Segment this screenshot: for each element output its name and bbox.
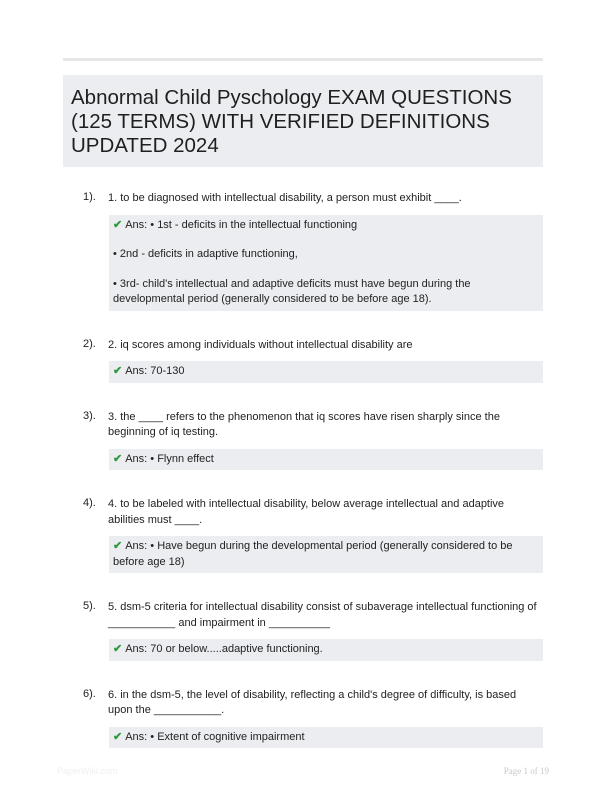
question-text: 5. dsm-5 criteria for intellectual disability consist of subaverage intellectual functioning of ___________ and impairment in __________ <box>108 601 537 629</box>
question-item <box>63 186 543 311</box>
answer-box <box>109 536 543 573</box>
question-text: 1. to be diagnosed with intellectual disability, a person must exhibit ____. <box>108 192 462 204</box>
answer-box <box>109 727 543 749</box>
check-icon: ✔ <box>113 730 123 743</box>
answer-box <box>109 215 543 311</box>
answer-box <box>109 639 543 661</box>
answer-line: • 2nd - deficits in adaptive functioning, <box>113 248 298 260</box>
answer-line: ✔ Ans: • Extent of cognitive impairment <box>113 730 305 743</box>
question-text: 3. the ____ refers to the phenomenon that iq scores have risen sharply since the beginning of iq testing. <box>108 410 500 438</box>
check-icon: ✔ <box>113 643 123 655</box>
question-list <box>63 186 543 770</box>
question-number: 3). <box>83 409 96 422</box>
question-text: 2. iq scores among individuals without intellectual disability are <box>108 338 413 351</box>
question-item <box>63 333 543 383</box>
document-title: Abnormal Child Pyschology EXAM QUESTIONS (125 TERMS) WITH VERIFIED DEFINITIONS UPDATED 2024 <box>71 86 512 157</box>
check-icon: ✔ <box>113 365 123 377</box>
answer-line: ✔ Ans: • 1st - deficits in the intellectual functioning <box>113 218 358 231</box>
answer-line: ✔ Ans: • Have begun during the developmental period (generally considered to be before age 18) <box>113 540 513 568</box>
question-number: 2). <box>83 337 96 350</box>
question-number: 4). <box>83 497 96 509</box>
question-item <box>63 405 543 471</box>
check-icon: ✔ <box>113 218 123 231</box>
question-text: 4. to be labeled with intellectual disability, below average intellectual and adaptive abilities must ____. <box>108 498 505 526</box>
answer-box <box>109 449 543 471</box>
check-icon: ✔ <box>113 452 123 465</box>
page-indicator: Page 1 of 19 <box>503 766 549 776</box>
question-item <box>63 595 543 661</box>
footer-watermark: PaperWiki.com <box>57 766 118 776</box>
question-number: 6). <box>83 687 96 700</box>
answer-box <box>109 361 543 383</box>
question-number: 5). <box>83 600 96 612</box>
question-item <box>63 492 543 573</box>
answer-line: ✔ Ans: 70 or below.....adaptive functioning. <box>113 643 323 655</box>
answer-line: ✔ Ans: 70-130 <box>113 365 185 377</box>
check-icon: ✔ <box>113 540 123 552</box>
top-divider <box>63 58 543 61</box>
title-banner <box>63 75 543 167</box>
answer-line: • 3rd- child's intellectual and adaptive deficits must have begun during the developmental period (generally considered to be before age 18). <box>113 277 471 305</box>
question-item <box>63 683 543 749</box>
answer-line: ✔ Ans: • Flynn effect <box>113 452 214 465</box>
question-number: 1). <box>83 191 96 203</box>
question-text: 6. in the dsm-5, the level of disability, reflecting a child's degree of difficulty, is based upon the ___________. <box>108 688 517 716</box>
